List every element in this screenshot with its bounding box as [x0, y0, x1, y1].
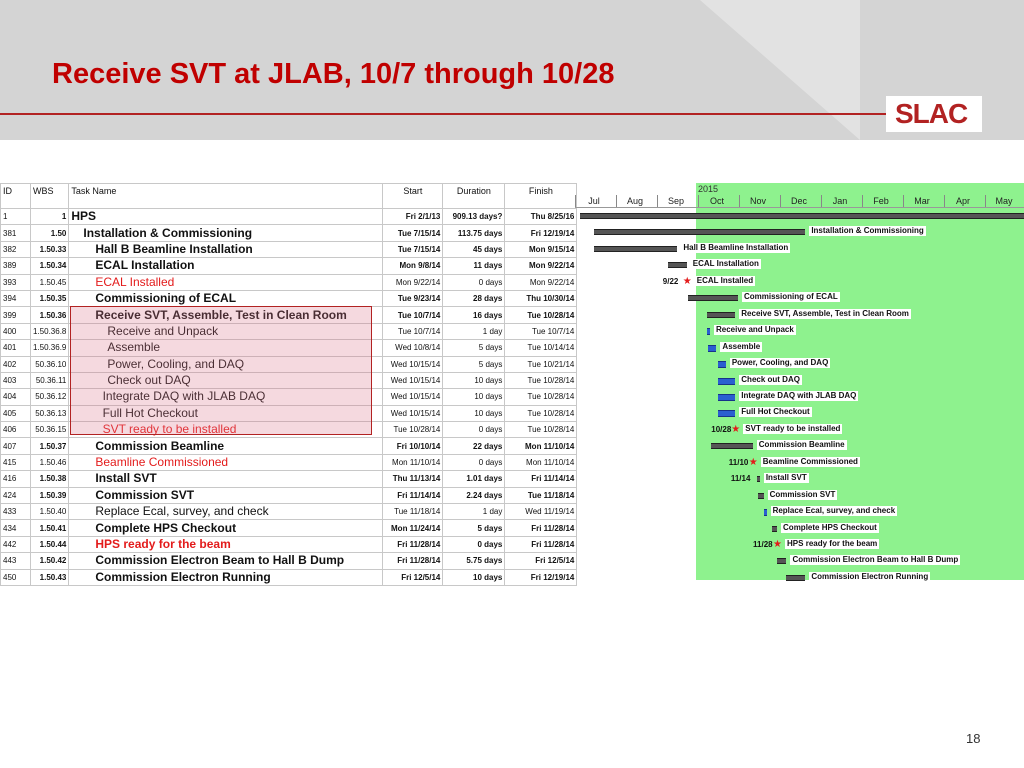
- cell-start: Wed 10/15/14: [383, 405, 443, 421]
- table-row[interactable]: [1, 258, 577, 274]
- cell-finish: Tue 10/28/14: [505, 422, 577, 438]
- cell-id: 394: [1, 290, 31, 306]
- cell-duration: 2.24 days: [443, 487, 505, 503]
- month-divider: [575, 195, 576, 207]
- cell-task-name: Power, Cooling, and DAQ: [69, 356, 383, 372]
- cell-duration: 11 days: [443, 258, 505, 274]
- cell-duration: 0 days: [443, 454, 505, 470]
- task-bar[interactable]: [707, 328, 710, 335]
- cell-wbs: 1: [31, 209, 69, 225]
- month-label: May: [995, 196, 1013, 206]
- col-header-finish: Finish: [505, 184, 577, 209]
- bar-label: Commission SVT: [769, 489, 836, 499]
- milestone-label: Beamline Commissioned: [762, 456, 858, 466]
- cell-finish: Tue 10/14/14: [505, 340, 577, 356]
- cell-start: Tue 9/23/14: [383, 290, 443, 306]
- highlight-box: [70, 306, 372, 435]
- cell-id: 381: [1, 225, 31, 241]
- cell-duration: 113.75 days: [443, 225, 505, 241]
- cell-task-name: Replace Ecal, survey, and check: [69, 504, 383, 520]
- cell-task-name: ECAL Installed: [69, 274, 383, 290]
- cell-start: Thu 11/13/14: [383, 471, 443, 487]
- cell-duration: 16 days: [443, 307, 505, 323]
- cell-id: 406: [1, 422, 31, 438]
- cell-id: 415: [1, 454, 31, 470]
- bar-label: Receive SVT, Assemble, Test in Clean Room: [741, 308, 909, 318]
- bar-label: Install SVT: [765, 473, 807, 483]
- month-label: Apr: [955, 196, 970, 206]
- cell-start: Tue 10/7/14: [383, 323, 443, 339]
- cell-finish: Thu 8/25/16: [505, 209, 577, 225]
- summary-bar[interactable]: [786, 575, 805, 581]
- month-label: Sep: [667, 196, 684, 206]
- cell-wbs: 50.36.15: [31, 422, 69, 438]
- cell-id: 1: [1, 209, 31, 225]
- table-row[interactable]: [1, 241, 577, 257]
- table-row[interactable]: [1, 438, 577, 454]
- cell-wbs: 1.50.34: [31, 258, 69, 274]
- cell-task-name: Full Hot Checkout: [69, 405, 383, 421]
- cell-task-name: Commission Electron Running: [69, 569, 383, 585]
- month-divider: [698, 195, 699, 207]
- table-row[interactable]: [1, 290, 577, 306]
- cell-task-name: Check out DAQ: [69, 372, 383, 388]
- month-divider: [780, 195, 781, 207]
- month-divider: [903, 195, 904, 207]
- cell-wbs: 1.50.36.9: [31, 340, 69, 356]
- cell-start: Tue 10/7/14: [383, 307, 443, 323]
- cell-wbs: 1.50.36: [31, 307, 69, 323]
- bar-label: Commission Beamline: [758, 440, 845, 450]
- summary-bar[interactable]: [758, 493, 763, 499]
- table-header-row: [1, 184, 577, 209]
- cell-wbs: 1.50.40: [31, 504, 69, 520]
- summary-bar[interactable]: [688, 295, 738, 301]
- cell-finish: Tue 10/28/14: [505, 372, 577, 388]
- table-row[interactable]: [1, 225, 577, 241]
- cell-finish: Thu 10/30/14: [505, 290, 577, 306]
- summary-bar[interactable]: [594, 229, 805, 235]
- cell-start: Tue 10/28/14: [383, 422, 443, 438]
- summary-bar[interactable]: [777, 558, 786, 564]
- col-header-task: Task Name: [69, 184, 383, 209]
- cell-wbs: 50.36.12: [31, 389, 69, 405]
- month-divider: [657, 195, 658, 207]
- milestone-label: HPS ready for the beam: [787, 539, 878, 548]
- cell-wbs: 50.36.11: [31, 372, 69, 388]
- cell-id: 400: [1, 323, 31, 339]
- cell-id: 403: [1, 372, 31, 388]
- cell-wbs: 1.50.42: [31, 553, 69, 569]
- cell-id: 416: [1, 471, 31, 487]
- cell-wbs: 1.50.46: [31, 454, 69, 470]
- bar-label: Power, Cooling, and DAQ: [731, 358, 829, 368]
- bar-label: Commissioning of ECAL: [743, 292, 838, 302]
- cell-finish: Fri 12/19/14: [505, 569, 577, 585]
- cell-start: Wed 10/8/14: [383, 340, 443, 356]
- table-row[interactable]: [1, 520, 577, 536]
- header-decoration: [700, 0, 860, 140]
- cell-task-name: Commission SVT: [69, 487, 383, 503]
- table-row[interactable]: [1, 569, 577, 585]
- col-header-start: Start: [383, 184, 443, 209]
- gantt-chart: [575, 183, 1024, 580]
- table-row[interactable]: [1, 487, 577, 503]
- cell-finish: Tue 10/28/14: [505, 389, 577, 405]
- cell-wbs: 1.50.36.8: [31, 323, 69, 339]
- cell-finish: Fri 12/5/14: [505, 553, 577, 569]
- cell-finish: Mon 9/15/14: [505, 241, 577, 257]
- bar-label: Complete HPS Checkout: [783, 522, 877, 532]
- cell-task-name: Receive SVT, Assemble, Test in Clean Room: [69, 307, 383, 323]
- cell-finish: Mon 9/22/14: [505, 258, 577, 274]
- table-row[interactable]: [1, 274, 577, 290]
- cell-id: 401: [1, 340, 31, 356]
- cell-start: Wed 10/15/14: [383, 372, 443, 388]
- cell-wbs: 1.50.37: [31, 438, 69, 454]
- cell-task-name: Complete HPS Checkout: [69, 520, 383, 536]
- cell-task-name: Installation & Commissioning: [69, 225, 383, 241]
- cell-duration: 10 days: [443, 569, 505, 585]
- month-divider: [985, 195, 986, 207]
- cell-duration: 10 days: [443, 372, 505, 388]
- summary-bar[interactable]: [711, 443, 753, 449]
- cell-task-name: SVT ready to be installed: [69, 422, 383, 438]
- cell-duration: 5 days: [443, 340, 505, 356]
- summary-bar[interactable]: [594, 246, 678, 252]
- cell-start: Fri 10/10/14: [383, 438, 443, 454]
- cell-wbs: 1.50.43: [31, 569, 69, 585]
- bar-label: Hall B Beamline Installation: [683, 242, 789, 252]
- month-divider: [821, 195, 822, 207]
- task-bar[interactable]: [718, 378, 736, 385]
- cell-duration: 0 days: [443, 536, 505, 552]
- milestone-date: 11/28: [753, 540, 773, 549]
- bar-label: ECAL Installation: [692, 259, 759, 269]
- milestone-date: 11/10: [728, 457, 749, 467]
- cell-wbs: 1.50: [31, 225, 69, 241]
- milestone-star-icon: ★: [682, 275, 692, 287]
- cell-id: 404: [1, 389, 31, 405]
- slac-logo: SLAC: [895, 98, 968, 129]
- year-label: 2015: [698, 184, 719, 194]
- month-label: Jul: [588, 196, 600, 206]
- col-header-wbs: WBS: [31, 184, 69, 209]
- cell-task-name: Hall B Beamline Installation: [69, 241, 383, 257]
- slide-title: Receive SVT at JLAB, 10/7 through 10/28: [52, 58, 615, 90]
- cell-task-name: ECAL Installation: [69, 258, 383, 274]
- cell-start: Fri 11/28/14: [383, 536, 443, 552]
- cell-wbs: 1.50.35: [31, 290, 69, 306]
- cell-finish: Tue 10/21/14: [505, 356, 577, 372]
- gantt-timescale: [575, 183, 1024, 208]
- cell-duration: 5 days: [443, 356, 505, 372]
- summary-bar[interactable]: [580, 213, 1024, 219]
- cell-start: Mon 9/22/14: [383, 274, 443, 290]
- table-row[interactable]: [1, 553, 577, 569]
- summary-bar[interactable]: [707, 312, 735, 318]
- cell-duration: 1 day: [443, 504, 505, 520]
- month-label: Nov: [749, 196, 766, 206]
- milestone-label: SVT ready to be installed: [745, 423, 841, 433]
- summary-bar[interactable]: [668, 262, 687, 268]
- bar-label: Integrate DAQ with JLAB DAQ: [741, 390, 857, 400]
- month-divider: [944, 195, 945, 207]
- cell-finish: Tue 10/7/14: [505, 323, 577, 339]
- task-bar[interactable]: [718, 361, 726, 368]
- cell-task-name: Assemble: [69, 340, 383, 356]
- cell-wbs: 1.50.38: [31, 471, 69, 487]
- cell-id: 450: [1, 569, 31, 585]
- cell-wbs: 1.50.39: [31, 487, 69, 503]
- cell-finish: Mon 11/10/14: [505, 438, 577, 454]
- cell-start: Wed 10/15/14: [383, 356, 443, 372]
- table-row[interactable]: [1, 454, 577, 470]
- cell-start: Wed 10/15/14: [383, 389, 443, 405]
- cell-duration: 5.75 days: [443, 553, 505, 569]
- table-row[interactable]: [1, 471, 577, 487]
- table-row[interactable]: [1, 209, 577, 225]
- cell-duration: 0 days: [443, 422, 505, 438]
- cell-start: Tue 7/15/14: [383, 225, 443, 241]
- cell-task-name: HPS ready for the beam: [69, 536, 383, 552]
- bar-label: Check out DAQ: [741, 374, 800, 384]
- cell-wbs: 1.50.44: [31, 536, 69, 552]
- cell-wbs: 1.50.33: [31, 241, 69, 257]
- milestone-star-icon: ★: [731, 423, 741, 435]
- cell-finish: Fri 12/19/14: [505, 225, 577, 241]
- cell-id: 389: [1, 258, 31, 274]
- bar-label: Receive and Unpack: [715, 325, 794, 335]
- cell-finish: Mon 9/22/14: [505, 274, 577, 290]
- cell-finish: Fri 11/28/14: [505, 520, 577, 536]
- cell-task-name: Integrate DAQ with JLAB DAQ: [69, 389, 383, 405]
- cell-task-name: Commission Electron Beam to Hall B Dump: [69, 553, 383, 569]
- month-divider: [862, 195, 863, 207]
- cell-duration: 0 days: [443, 274, 505, 290]
- month-label: Aug: [626, 196, 643, 206]
- bar-label: Installation & Commissioning: [811, 226, 924, 236]
- task-bar[interactable]: [764, 509, 767, 516]
- task-bar[interactable]: [718, 410, 736, 417]
- cell-id: 443: [1, 553, 31, 569]
- cell-id: 399: [1, 307, 31, 323]
- bar-label: Full Hot Checkout: [741, 407, 810, 417]
- month-divider: [739, 195, 740, 207]
- milestone-star-icon: ★: [748, 456, 758, 468]
- cell-duration: 10 days: [443, 389, 505, 405]
- summary-bar[interactable]: [772, 526, 777, 532]
- cell-duration: 10 days: [443, 405, 505, 421]
- cell-start: Tue 7/15/14: [383, 241, 443, 257]
- cell-start: Fri 2/1/13: [383, 209, 443, 225]
- month-label: Jan: [832, 196, 848, 206]
- cell-id: 393: [1, 274, 31, 290]
- cell-finish: Tue 10/28/14: [505, 307, 577, 323]
- cell-duration: 1 day: [443, 323, 505, 339]
- title-divider: [0, 113, 905, 115]
- task-bar[interactable]: [708, 345, 716, 352]
- col-header-id: ID: [1, 184, 31, 209]
- bar-date: 11/14: [730, 474, 751, 484]
- cell-id: 424: [1, 487, 31, 503]
- cell-start: Mon 9/8/14: [383, 258, 443, 274]
- cell-duration: 28 days: [443, 290, 505, 306]
- cell-task-name: Beamline Commissioned: [69, 454, 383, 470]
- cell-task-name: Receive and Unpack: [69, 323, 383, 339]
- bar-label: Assemble: [722, 341, 761, 351]
- page-number: 18: [966, 731, 981, 746]
- cell-duration: 909.13 days?: [443, 209, 505, 225]
- cell-wbs: 50.36.13: [31, 405, 69, 421]
- cell-duration: 1.01 days: [443, 471, 505, 487]
- milestone-label: ECAL Installed: [696, 275, 754, 285]
- month-label: Oct: [709, 196, 724, 206]
- month-label: Dec: [790, 196, 807, 206]
- month-label: Mar: [914, 196, 930, 206]
- cell-id: 407: [1, 438, 31, 454]
- cell-finish: Tue 11/18/14: [505, 487, 577, 503]
- milestone-date: 10/28: [711, 424, 732, 434]
- cell-task-name: Install SVT: [69, 471, 383, 487]
- cell-start: Mon 11/10/14: [383, 454, 443, 470]
- cell-start: Fri 11/14/14: [383, 487, 443, 503]
- cell-task-name: HPS: [69, 209, 383, 225]
- cell-id: 433: [1, 504, 31, 520]
- col-header-duration: Duration: [443, 184, 505, 209]
- cell-wbs: 50.36.10: [31, 356, 69, 372]
- cell-id: 405: [1, 405, 31, 421]
- bar-label: Commission Electron Running: [811, 571, 929, 581]
- summary-bar[interactable]: [757, 476, 760, 482]
- bar-label: Commission Electron Beam to Hall B Dump: [792, 555, 959, 565]
- cell-finish: Tue 10/28/14: [505, 405, 577, 421]
- cell-id: 382: [1, 241, 31, 257]
- cell-id: 434: [1, 520, 31, 536]
- milestone-date: 9/22: [662, 276, 679, 286]
- cell-start: Fri 11/28/14: [383, 553, 443, 569]
- cell-start: Tue 11/18/14: [383, 504, 443, 520]
- table-row[interactable]: [1, 536, 577, 552]
- table-row[interactable]: [1, 504, 577, 520]
- cell-finish: Wed 11/19/14: [505, 504, 577, 520]
- cell-finish: Fri 11/14/14: [505, 471, 577, 487]
- cell-id: 402: [1, 356, 31, 372]
- cell-task-name: Commissioning of ECAL: [69, 290, 383, 306]
- cell-duration: 45 days: [443, 241, 505, 257]
- month-label: Feb: [873, 196, 889, 206]
- cell-start: Fri 12/5/14: [383, 569, 443, 585]
- cell-wbs: 1.50.45: [31, 274, 69, 290]
- task-bar[interactable]: [718, 394, 736, 401]
- cell-duration: 22 days: [443, 438, 505, 454]
- month-divider: [616, 195, 617, 207]
- cell-finish: Mon 11/10/14: [505, 454, 577, 470]
- cell-finish: Fri 11/28/14: [505, 536, 577, 552]
- milestone-star-icon: ★: [773, 539, 782, 550]
- bar-label: Replace Ecal, survey, and check: [772, 506, 896, 516]
- cell-id: 442: [1, 536, 31, 552]
- cell-start: Mon 11/24/14: [383, 520, 443, 536]
- cell-duration: 5 days: [443, 520, 505, 536]
- cell-wbs: 1.50.41: [31, 520, 69, 536]
- cell-task-name: Commission Beamline: [69, 438, 383, 454]
